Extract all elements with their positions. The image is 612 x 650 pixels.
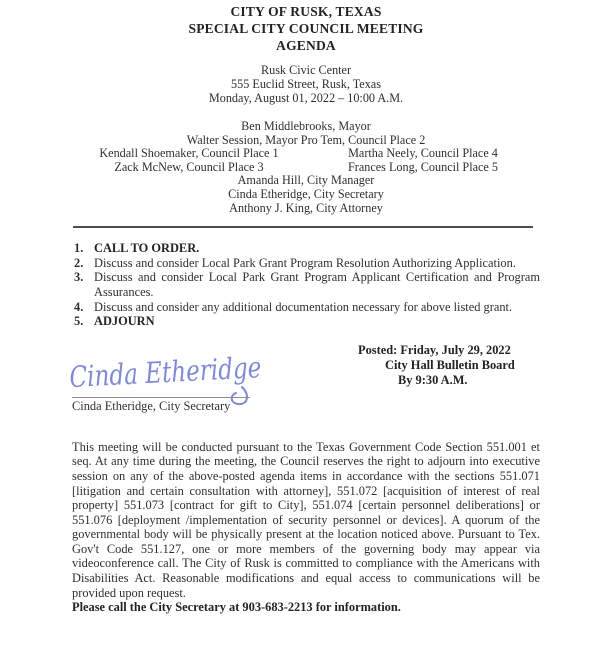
- agenda-item-number: 4.: [74, 299, 84, 314]
- signature-flourish: [232, 387, 247, 404]
- signature-script-text: Cinda Etheridge: [68, 347, 312, 394]
- agenda-item-text: Discuss and consider Local Park Grant Program Applicant Certification and Program Assurances.: [94, 270, 540, 299]
- venue-address: 555 Euclid Street, Rusk, Texas: [231, 77, 381, 91]
- contact-instruction: Please call the City Secretary at 903-683-2213 for information.: [72, 600, 401, 615]
- official-place-3: Zack McNew, Council Place 3: [114, 159, 264, 174]
- agenda-item-5: [72, 314, 540, 329]
- official-city-secretary: Cinda Etheridge, City Secretary: [228, 186, 384, 201]
- official-place-4: Martha Neely, Council Place 4: [348, 146, 498, 161]
- officials-row-places-1-4: [72, 147, 540, 161]
- posted-notice: [358, 343, 515, 388]
- agenda-item-3: [72, 270, 540, 299]
- agenda-item-4: [72, 300, 540, 315]
- official-mayor-pro-tem: Walter Session, Mayor Pro Tem, Council Place 2: [186, 132, 426, 147]
- title-agenda: AGENDA: [276, 38, 336, 53]
- official-city-manager: Amanda Hill, City Manager: [237, 173, 375, 188]
- official-city-attorney: Anthony J. King, City Attorney: [229, 200, 383, 215]
- officials-row-places-3-5: [72, 161, 540, 175]
- signature-and-posted-region: [68, 341, 540, 438]
- signature-caption: Cinda Etheridge, City Secretary: [72, 398, 231, 413]
- agenda-item-1: [72, 241, 540, 256]
- agenda-item-list: [72, 241, 540, 329]
- officials-list: [72, 120, 540, 215]
- title-city: CITY OF RUSK, TEXAS: [230, 4, 382, 19]
- agenda-item-number: 5.: [74, 314, 84, 329]
- posted-date: Posted: Friday, July 29, 2022: [358, 342, 511, 357]
- horizontal-divider: [73, 226, 533, 228]
- posted-time: By 9:30 A.M.: [398, 372, 468, 387]
- legal-notice-paragraph: This meeting will be conducted pursuant to the Texas Government Code Section 551.001 et seq. At any time during the meeting, the Council reserves the right to adjourn into executive session on any of the above-posted agenda items in accordance with the sections 551.071 [litigation and certain consultation with attorney], 551.072 [acquisition of interest of real property] 551.073 [contract for gift to City], 551.074 [certain personnel deliberations] or 551.076 [deployment /implementation of security personnel or devices]. A quorum of the governmental body will be physically present at the location noticed above. Pursuant to Tex. Gov't Code 551.127, one or more members of the governing body may appear via videoconference call. The City of Rusk is committed to compliance with the Americans with Disabilities Act. Reasonable modifications and equal access to communications will be provided upon request.: [72, 439, 540, 600]
- agenda-item-number: 3.: [74, 270, 84, 285]
- meeting-datetime: Monday, August 01, 2022 – 10:00 A.M.: [208, 91, 404, 105]
- agenda-item-number: 1.: [74, 241, 84, 256]
- agenda-item-text: ADJOURN: [94, 314, 155, 329]
- document-content: [68, 0, 540, 615]
- venue-name: Rusk Civic Center: [260, 63, 352, 77]
- document-header: [72, 3, 540, 54]
- venue-block: [72, 63, 540, 105]
- official-place-5: Frances Long, Council Place 5: [348, 159, 498, 174]
- agenda-item-text: Discuss and consider Local Park Grant Program Resolution Authorizing Application.: [94, 255, 516, 270]
- title-meeting-type: SPECIAL CITY COUNCIL MEETING: [188, 21, 424, 36]
- agenda-item-text: CALL TO ORDER.: [94, 241, 200, 256]
- agenda-item-text: Discuss and consider any additional documentation necessary for above listed grant.: [94, 299, 513, 314]
- official-mayor: Ben Middlebrooks, Mayor: [241, 119, 371, 133]
- posted-location: City Hall Bulletin Board: [385, 357, 515, 372]
- official-place-1: Kendall Shoemaker, Council Place 1: [99, 146, 279, 161]
- agenda-item-number: 2.: [74, 255, 84, 270]
- agenda-item-2: [72, 256, 540, 271]
